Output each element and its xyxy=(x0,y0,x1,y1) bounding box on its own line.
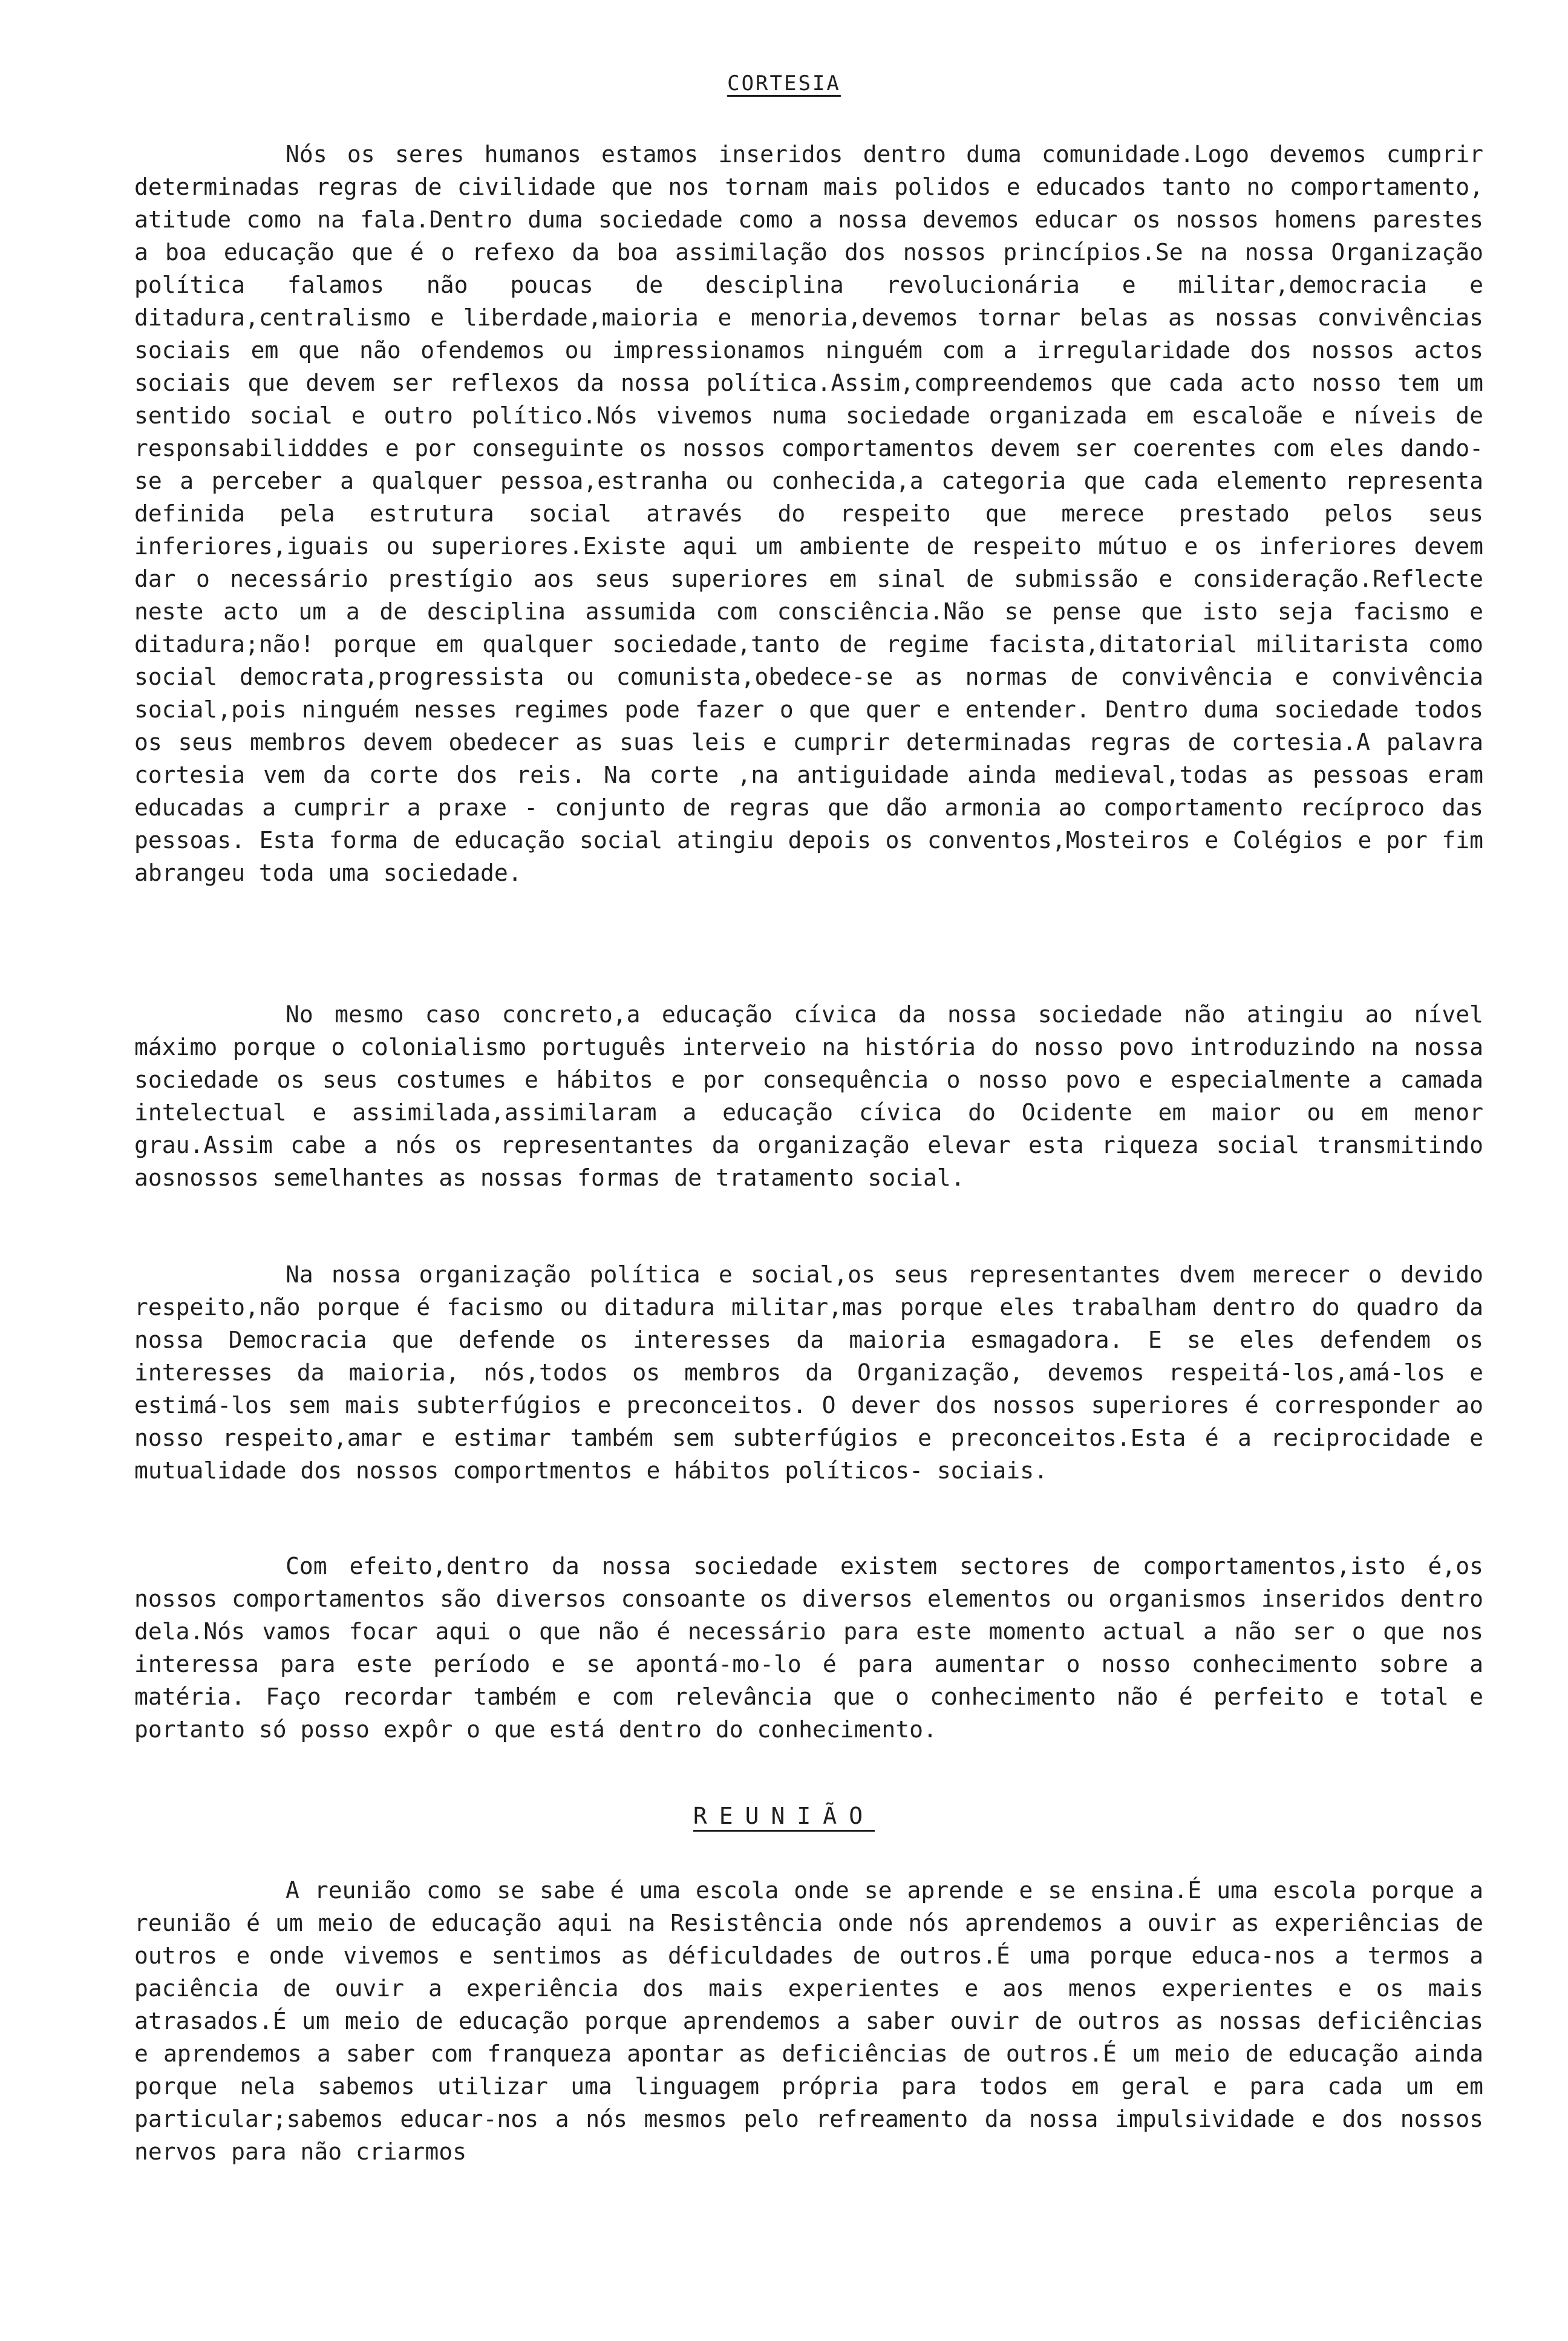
section-heading xyxy=(0,1803,1568,1829)
body-paragraph: Nós os seres humanos estamos inseridos dentro duma comunidade.Logo devemos cumprir determinadas regras de civilidade que nos tornam mais polidos e educados tanto no comportamento, atitude como na fala.Dentro duma sociedade como a nossa devemos educar os nossos homens parestes a boa educação que é o refexo da boa assimilação dos nossos princípios.Se na nossa Organização política falamos não poucas de desciplina revolucionária e militar,democracia e ditadura,centralismo e liberdade,maioria e menoria,devemos tornar belas as nossas convivências sociais em que não ofendemos ou impressionamos ninguém com a irregularidade dos nossos actos sociais que devem ser reflexos da nossa política.Assim,compreendemos que cada acto nosso tem um sentido social e outro político.Nós vivemos numa sociedade organizada em escaloãe e níveis de responsabilidddes e por conseguinte os nossos comportamentos devem ser coerentes com eles dando-se a perceber a qualquer pessoa,estranha ou conhecida,a categoria que cada elemento representa definida pela estrutura social através do respeito que merece prestado pelos seus inferiores,iguais ou superiores.Existe aqui um ambiente de respeito mútuo e os inferiores devem dar o necessário prestígio aos seus superiores em sinal de submissão e consideração.Reflecte neste acto um a de desciplina assumida com consciência.Não se pense que isto seja facismo e ditadura;não! porque em qualquer sociedade,tanto de regime facista,ditatorial militarista como social democrata,progressista ou comunista,obedece-se as normas de convivência e convivência social,pois ninguém nesses regimes pode fazer o que quer e entender. Dentro duma sociedade todos os seus membros devem obedecer as suas leis e cumprir determinadas regras de cortesia.A palavra cortesia vem da corte dos reis. Na corte ,na antiguidade ainda medieval,todas as pessoas eram educadas a cumprir a praxe - conjunto de regras que dão armonia ao comportamento recíproco das pessoas. Esta forma de educação social atingiu depois os conventos,Mosteiros e Colégios e por fim abrangeu toda uma sociedade. xyxy=(134,141,1483,886)
body-paragraph: No mesmo caso concreto,a educação cívica da nossa sociedade não atingiu ao nível máximo porque o colonialismo português interveio na história do nosso povo introduzindo na nossa sociedade os seus costumes e hábitos e por consequência o nosso povo e especialmente a camada intelectual e assimilada,assimilaram a educação cívica do Ocidente em maior ou em menor grau.Assim cabe a nós os representantes da organização elevar esta riqueza social transmitindo aosnossos semelhantes as nossas formas de tratamento social. xyxy=(134,1001,1483,1191)
section-heading-text: REUNIÃO xyxy=(693,1803,875,1829)
document-title xyxy=(0,71,1568,96)
document-title-text: CORTESIA xyxy=(727,71,841,96)
body-paragraph: A reunião como se sabe é uma escola onde se aprende e se ensina.É uma escola porque a reunião é um meio de educação aqui na Resistência onde nós aprendemos a ouvir as experiências de outros e onde vivemos e sentimos as déficuldades de outros.É uma porque educa-nos a termos a paciência de ouvir a experiência dos mais experientes e aos menos experientes e os mais atrasados.É um meio de educação porque aprendemos a saber ouvir de outros as nossas deficiências e aprendemos a saber com franqueza apontar as deficiências de outros.É um meio de educação ainda porque nela sabemos utilizar uma linguagem própria para todos em geral e para cada um em particular;sabemos educar-nos a nós mesmos pelo refreamento da nossa impulsividade e dos nossos nervos para não criarmos xyxy=(134,1877,1483,2165)
body-paragraph: Com efeito,dentro da nossa sociedade existem sectores de comportamentos,isto é,os nossos comportamentos são diversos consoante os diversos elementos ou organismos inseridos dentro dela.Nós vamos focar aqui o que não é necessário para este momento actual a não ser o que nos interessa para este período e se apontá-mo-lo é para aumentar o nosso conhecimento sobre a matéria. Faço recordar também e com relevância que o conhecimento não é perfeito e total e portanto só posso expôr o que está dentro do conhecimento. xyxy=(134,1553,1483,1743)
body-paragraph: Na nossa organização política e social,os seus representantes dvem merecer o devido respeito,não porque é facismo ou ditadura militar,mas porque eles trabalham dentro do quadro da nossa Democracia que defende os interesses da maioria esmagadora. E se eles defendem os interesses da maioria, nós,todos os membros da Organização, devemos respeitá-los,amá-los e estimá-los sem mais subterfúgios e preconceitos. O dever dos nossos superiores é corresponder ao nosso respeito,amar e estimar também sem subterfúgios e preconceitos.Esta é a reciprocidade e mutualidade dos nossos comportmentos e hábitos políticos- sociais. xyxy=(134,1261,1483,1484)
